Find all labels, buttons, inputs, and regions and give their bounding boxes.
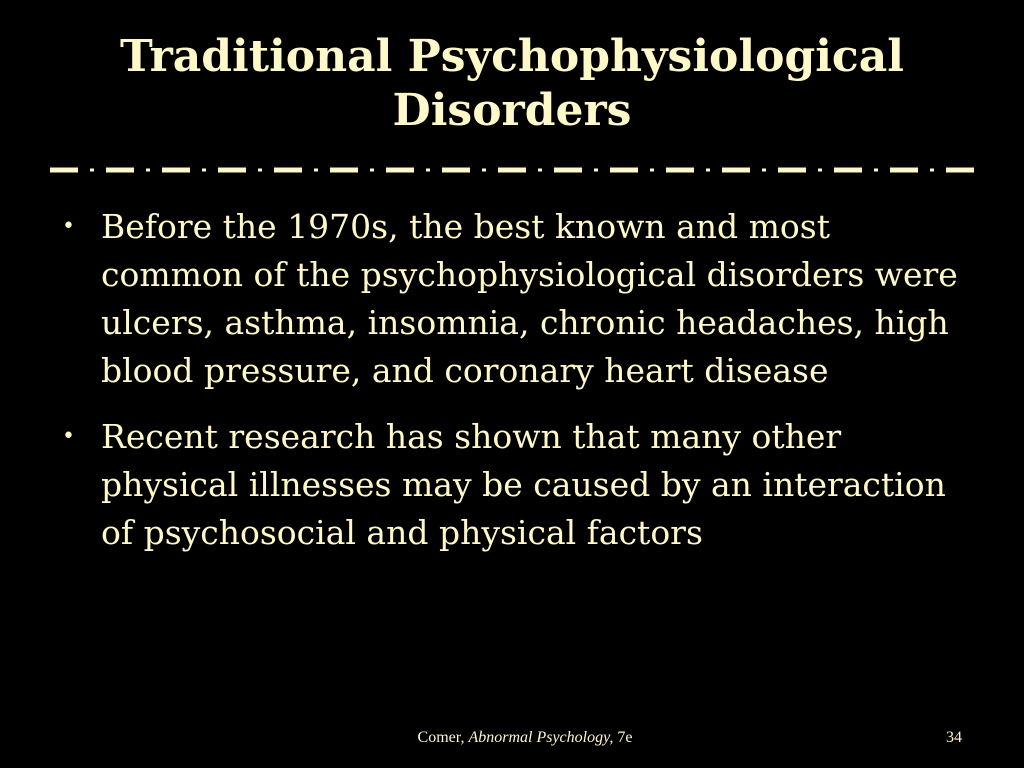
divider-dash <box>274 168 302 173</box>
divider-dash <box>554 168 582 173</box>
divider-dot <box>258 169 262 172</box>
divider-dot <box>426 169 430 172</box>
divider-dot <box>482 169 486 172</box>
page-number: 34 <box>946 729 962 746</box>
divider-dash <box>834 168 862 173</box>
bullet-icon: • <box>62 214 75 239</box>
bullet-item <box>60 203 975 395</box>
divider-dash <box>386 168 414 173</box>
divider-dash <box>106 168 134 173</box>
divider-dot <box>706 169 710 172</box>
divider-dot <box>650 169 654 172</box>
divider-dash <box>162 168 190 173</box>
bullet-text: Recent research has shown that many other physical illnesses may be caused by an interaction of psychosocial and physical factors <box>101 417 946 552</box>
footer-edition: 7e <box>617 729 633 746</box>
bullet-icon: • <box>62 424 75 449</box>
divider-dash <box>666 168 694 173</box>
divider-dot <box>202 169 206 172</box>
divider-dot <box>146 169 150 172</box>
divider-dot <box>818 169 822 172</box>
divider-dot <box>90 169 94 172</box>
bullet-list <box>60 203 975 575</box>
title-divider <box>50 165 974 175</box>
divider-dash <box>442 168 470 173</box>
divider-dash <box>218 168 246 173</box>
slide-title: Traditional Psychophysiological Disorders <box>120 31 904 136</box>
footer-author: Comer, <box>417 729 465 746</box>
divider-dot <box>930 169 934 172</box>
divider-dash <box>50 168 78 173</box>
divider-dot <box>874 169 878 172</box>
divider-dash <box>890 168 918 173</box>
divider-dash <box>610 168 638 173</box>
divider-dash <box>946 168 974 173</box>
divider-dot <box>370 169 374 172</box>
divider-dash <box>330 168 358 173</box>
divider-dash <box>722 168 750 173</box>
divider-dot <box>762 169 766 172</box>
bullet-text: Before the 1970s, the best known and most common of the psychophysiological disorders were ulcers, asthma, insomnia, chronic headaches, high blood pressure, and coronary heart disease <box>101 207 958 390</box>
divider-dash <box>498 168 526 173</box>
divider-dot <box>314 169 318 172</box>
divider-dash <box>778 168 806 173</box>
divider-dot <box>538 169 542 172</box>
bullet-item <box>60 413 975 557</box>
divider-dot <box>594 169 598 172</box>
footer-citation <box>0 728 1024 748</box>
footer-book-title: Abnormal Psychology, <box>468 729 614 746</box>
